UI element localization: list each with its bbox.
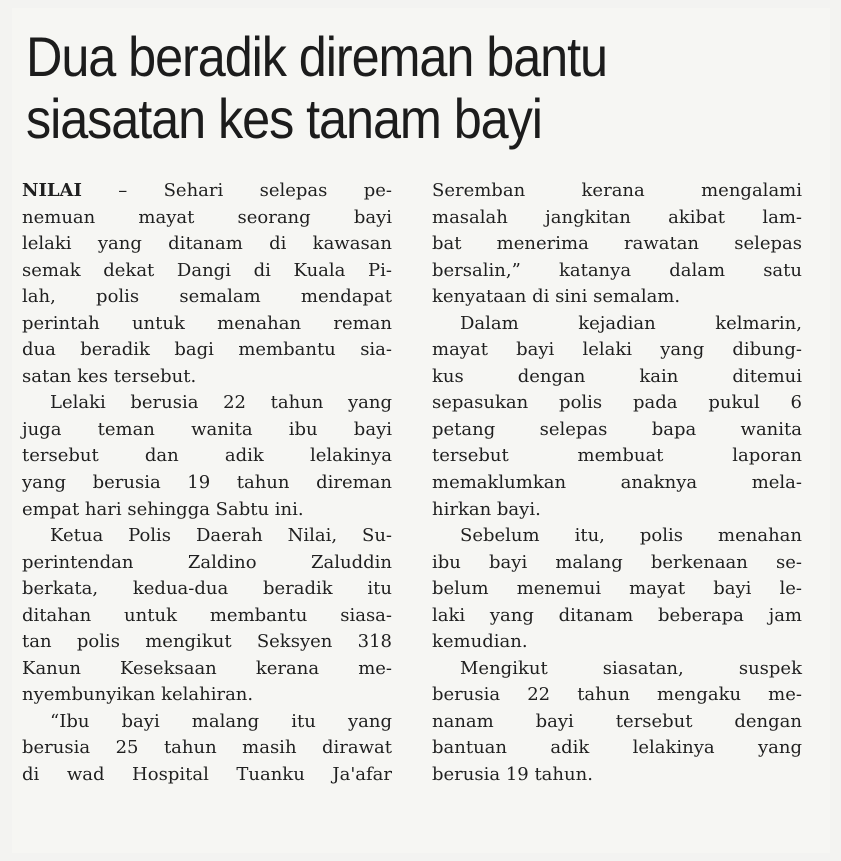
text-line: di wad Hospital Tuanku Ja'afar <box>22 764 392 786</box>
text-line: tan polis mengikut Seksyen 318 <box>22 631 392 653</box>
text-line: ditahan untuk membantu siasa- <box>22 604 392 626</box>
text-line: perintendan Zaldino Zaluddin <box>22 551 392 573</box>
dateline: NILAI <box>22 180 82 201</box>
article-column-right <box>432 178 802 789</box>
text-line: kemudian. <box>432 631 528 653</box>
text-line: berusia 19 tahun. <box>432 764 593 786</box>
headline-line: Dua beradik direman bantu <box>26 25 607 88</box>
text-line: laki yang ditanam beberapa jam <box>432 604 802 626</box>
text-line: bersalin,” katanya dalam satu <box>432 259 802 281</box>
paragraph <box>432 178 802 311</box>
text-line: Dalam kejadian kelmarin, <box>460 312 802 334</box>
text-line: satan kes tersebut. <box>22 365 197 387</box>
text-line: “Ibu bayi malang itu yang <box>50 710 392 732</box>
text-line: Ketua Polis Daerah Nilai, Su- <box>50 525 392 547</box>
text-line: tersebut dan adik lelakinya <box>22 445 392 467</box>
text-line: juga teman wanita ibu bayi <box>22 418 392 440</box>
text-line: Seremban kerana mengalami <box>432 180 802 201</box>
text-line: Mengikut siasatan, suspek <box>460 657 802 679</box>
paragraph <box>22 390 392 523</box>
text-line: bantuan adik lelakinya yang <box>432 737 802 759</box>
text-line: Lelaki berusia 22 tahun yang <box>50 392 392 414</box>
text-line: perintah untuk menahan reman <box>22 312 392 334</box>
text-line: empat hari sehingga Sabtu ini. <box>22 498 304 520</box>
text-line: Kanun Keseksaan kerana me- <box>22 657 392 679</box>
text-line: nyembunyikan kelahiran. <box>22 684 254 706</box>
paragraph <box>22 178 392 390</box>
text-line: nanam bayi tersebut dengan <box>432 710 802 732</box>
text-line: ibu bayi malang berkenaan se- <box>432 551 802 573</box>
text-line: lelaki yang ditanam di kawasan <box>22 233 392 255</box>
text-line: kus dengan kain ditemui <box>432 365 802 387</box>
text-line: masalah jangkitan akibat lam- <box>432 206 802 228</box>
text-line: berusia 25 tahun masih dirawat <box>22 737 392 759</box>
text-line: berkata, kedua-dua beradik itu <box>22 578 392 600</box>
text-line: lah, polis semalam mendapat <box>22 286 392 308</box>
text-line: memaklumkan anaknya mela- <box>432 472 802 494</box>
text-line: sepasukan polis pada pukul 6 <box>432 392 802 414</box>
text-line: hirkan bayi. <box>432 498 541 520</box>
article-column-left <box>22 178 392 789</box>
text-line: mayat bayi lelaki yang dibung- <box>432 339 802 361</box>
paragraph <box>432 311 802 523</box>
paragraph <box>432 523 802 656</box>
paragraph <box>22 709 392 789</box>
text-line: tersebut membuat laporan <box>432 445 802 467</box>
text-line: bat menerima rawatan selepas <box>432 233 802 255</box>
text-line: kenyataan di sini semalam. <box>432 286 681 308</box>
paragraph <box>432 656 802 789</box>
text-line: semak dekat Dangi di Kuala Pi- <box>22 259 392 281</box>
text-line: petang selepas bapa wanita <box>432 418 802 440</box>
text-line: nemuan mayat seorang bayi <box>22 206 392 228</box>
text-line: belum menemui mayat bayi le- <box>432 578 802 600</box>
text-line: – Sehari selepas pe- <box>81 180 392 201</box>
text-line <box>22 178 392 205</box>
text-line: yang berusia 19 tahun direman <box>22 472 392 494</box>
text-line: Sebelum itu, polis menahan <box>460 525 802 547</box>
paragraph <box>22 523 392 709</box>
headline-line: siasatan kes tanam bayi <box>26 87 542 150</box>
text-line: berusia 22 tahun mengaku me- <box>432 684 802 706</box>
text-line: dua beradik bagi membantu sia- <box>22 339 392 361</box>
headline <box>26 26 737 150</box>
